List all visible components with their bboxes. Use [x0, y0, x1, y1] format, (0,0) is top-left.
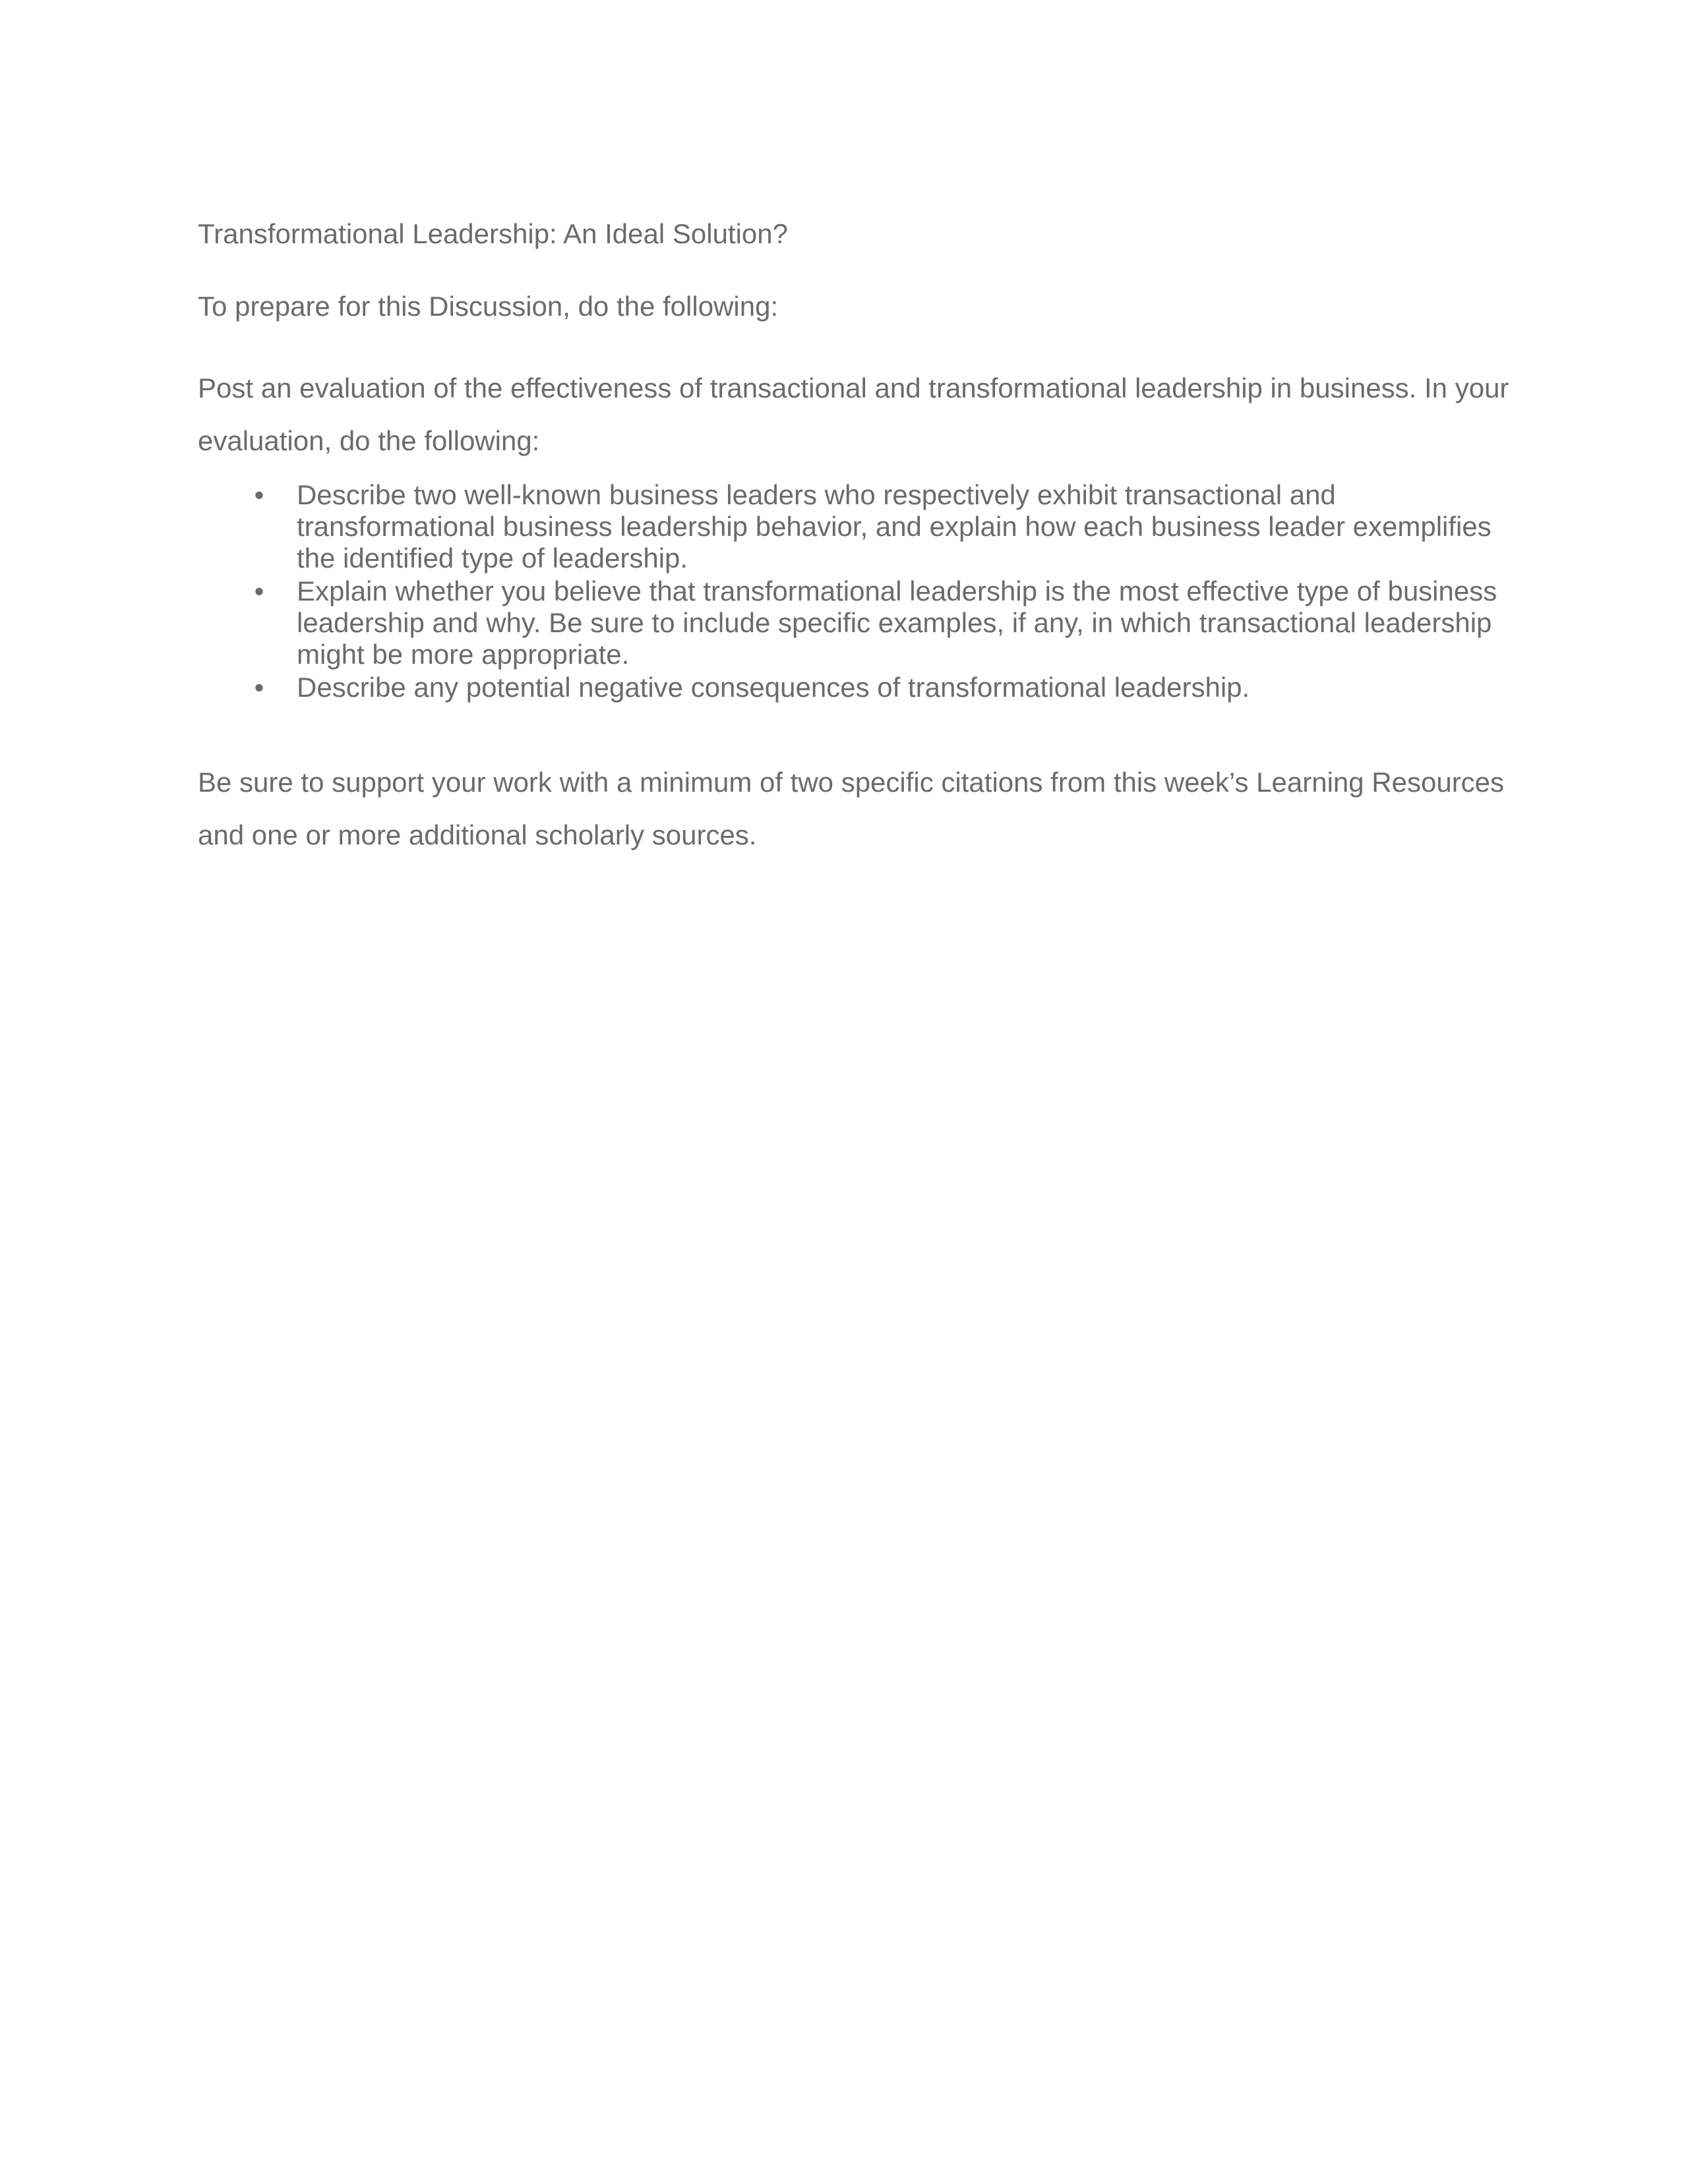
bullet-icon: • — [254, 576, 264, 606]
prepare-instruction: To prepare for this Discussion, do the following: — [198, 291, 779, 322]
document-title: Transformational Leadership: An Ideal Solution? — [198, 218, 789, 249]
intro-paragraph: Post an evaluation of the effectiveness of transactional and transformational leadership in business. In your evaluation, do the following: — [198, 372, 1509, 456]
bullet-item — [198, 479, 1510, 574]
bullet-list — [198, 479, 1510, 703]
bullet-text: Describe any potential negative consequences of transformational leadership. — [297, 672, 1250, 703]
bullet-item — [198, 576, 1510, 670]
bullet-text: Describe two well-known business leaders who respectively exhibit transactional and transformational business leadership behavior, and explain how each business leader exemplifies the identified type of leadership. — [297, 479, 1492, 574]
closing-paragraph: Be sure to support your work with a minimum of two specific citations from this week’s Learning Resources and one or more additional scholarly sources. — [198, 767, 1505, 850]
bullet-text: Explain whether you believe that transformational leadership is the most effective type of business leadership and why. Be sure to include specific examples, if any, in which transactional leadership might be more appropriate. — [297, 576, 1497, 670]
bullet-icon: • — [254, 672, 264, 703]
bullet-icon: • — [254, 479, 264, 510]
bullet-item — [198, 672, 1510, 703]
document-body — [198, 216, 1510, 862]
